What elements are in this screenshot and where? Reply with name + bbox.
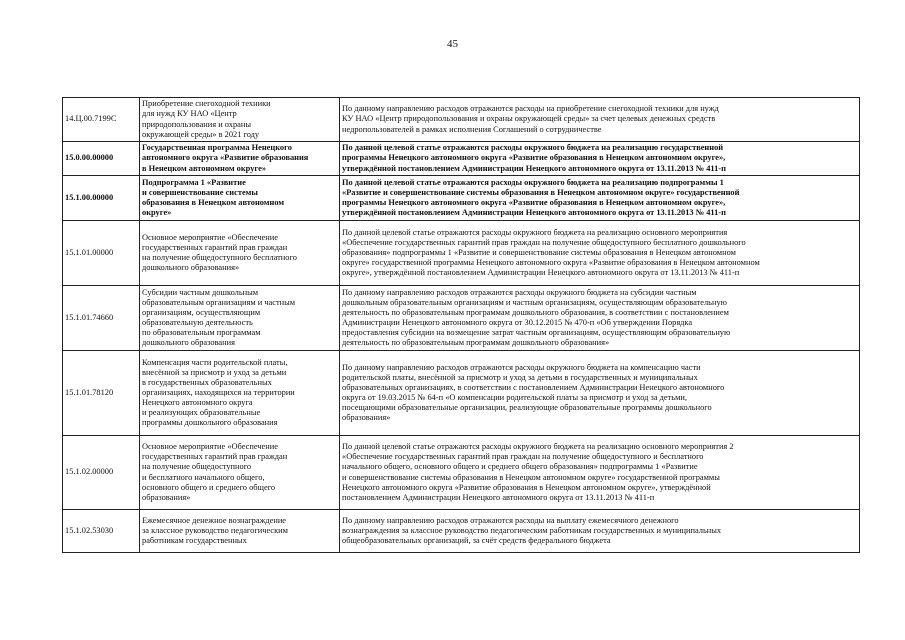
target-article-name xyxy=(140,221,340,286)
target-article-code: 15.1.01.78120 xyxy=(63,351,140,436)
description-line: По данной целевой статье отражаются расходы окружного бюджета на реализацию государственной xyxy=(342,143,724,153)
description-line: Ненецкого автономного округа «Развитие образования в Ненецком автономном округе», утверждённой xyxy=(342,482,711,492)
description-line: предоставления субсидии на возмещение затрат частным организациям, осуществляющим образовательную xyxy=(342,328,731,338)
description-line: образовательных организациях, в соответствии с постановлением Администрации Ненецкого автономного xyxy=(342,382,725,392)
name-line: государственных гарантий прав граждан xyxy=(142,242,288,252)
target-article-description xyxy=(340,286,860,351)
name-line: образовательным организациям и частным xyxy=(142,297,296,307)
description-line: округа от 19.03.2015 № 64-п «О компенсации родительской платы за присмотр и уход за детьми, xyxy=(342,393,687,402)
name-line: на получение общедоступного бесплатного xyxy=(142,253,297,262)
name-line: в государственных образовательных xyxy=(142,377,272,387)
name-line: и бесплатного начального общего, xyxy=(142,472,265,482)
description-line: По данному направлению расходов отражаются расходы окружного бюджета на субсидии частным xyxy=(342,287,697,297)
description-line: «Развитие и совершенствование системы образования в Ненецком автономном округе» государственной xyxy=(342,187,740,197)
description-line: КУ НАО «Центр природопользования и охраны окружающей среды» за счет целевых денежных средств xyxy=(342,114,716,124)
name-line: образования в Ненецком автономном xyxy=(142,198,285,207)
name-line: по образовательным программам xyxy=(142,328,261,338)
description-line: «Обеспечение государственных гарантий прав граждан на получение общедоступного и бесплатного xyxy=(342,452,704,462)
target-article-code: 15.0.00.00000 xyxy=(63,142,140,176)
name-line: для нужд КУ НАО «Центр xyxy=(142,109,237,119)
target-article-code: 14.Ц.00.7199С xyxy=(63,98,140,142)
description-line: посещающими образовательные организации, реализующие образовательные программы дошкольного xyxy=(342,403,712,413)
name-line: Ненецкого автономного округа xyxy=(142,398,253,408)
target-article-description xyxy=(340,98,860,142)
description-line: По данному направлению расходов отражаются расходы на приобретение снегоходной техники для нужд xyxy=(342,104,719,114)
description-line: постановлением Администрации Ненецкого автономного округа от 13.11.2013 № 411-п xyxy=(342,492,655,502)
description-line: дошкольным образовательным организациям и частным организациям, осуществляющим образовательную xyxy=(342,297,727,307)
table-row xyxy=(63,351,860,436)
table-row xyxy=(63,510,860,553)
table-row xyxy=(63,286,860,351)
description-line: программы Ненецкого автономного округа «Развитие образования в Ненецком автономном округе», xyxy=(342,198,726,207)
name-line: Компенсация части родительской платы, xyxy=(142,357,288,367)
description-line: округе» государственной программы Ненецкого автономного округа «Развитие образования в Ненецком автономном xyxy=(342,258,760,268)
name-line: Государственная программа Ненецкого xyxy=(142,143,292,153)
name-line: за классное руководство педагогическим xyxy=(142,525,288,535)
name-line: автономного округа «Развитие образования xyxy=(142,153,309,163)
name-line: Основное мероприятие «Обеспечение xyxy=(142,232,278,242)
target-article-code: 15.1.01.00000 xyxy=(63,221,140,286)
table-row xyxy=(63,436,860,510)
description-line: По данному направлению расходов отражаются расходы окружного бюджета на компенсацию части xyxy=(342,362,701,372)
name-line: и реализующих образовательные xyxy=(142,408,261,418)
description-line: По данной целевой статье отражаются расходы окружного бюджета на реализацию основного мероприятия 2 xyxy=(342,442,734,452)
target-article-description xyxy=(340,510,860,553)
table-row xyxy=(63,142,860,176)
name-line: в Ненецком автономном округе» xyxy=(142,163,267,173)
name-line: Подпрограмма 1 «Развитие xyxy=(142,177,246,187)
description-line: начального общего, основного общего и среднего общего образования» подпрограммы 1 «Развитие xyxy=(342,462,698,472)
target-article-code: 15.1.01.74660 xyxy=(63,286,140,351)
target-article-description xyxy=(340,221,860,286)
target-article-name xyxy=(140,142,340,176)
target-article-name xyxy=(140,436,340,510)
description-line: образования» подпрограммы 1 «Развитие и совершенствование системы образования в Ненецком автономном xyxy=(342,247,736,257)
description-line: образования» xyxy=(342,413,391,423)
name-line: образования» xyxy=(142,492,191,502)
name-line: основного общего и среднего общего xyxy=(142,482,276,492)
page-number: 45 xyxy=(447,38,458,50)
target-article-name xyxy=(140,98,340,142)
target-article-description xyxy=(340,142,860,176)
name-line: округе» xyxy=(142,208,172,218)
description-line: и совершенствование системы образования в Ненецком автономном округе» государственной программы xyxy=(342,472,720,482)
name-line: работникам государственных xyxy=(142,536,247,546)
description-line: родительской платы, внесённой за присмотр и уход за детьми в государственных и муниципальных xyxy=(342,372,698,382)
name-line: образовательную деятельность xyxy=(142,318,253,327)
name-line: Субсидии частным дошкольным xyxy=(142,287,259,297)
description-line: утверждённой постановлением Администрации Ненецкого автономного округа от 13.11.2013 № 411-п xyxy=(342,208,726,218)
name-line: дошкольного образования xyxy=(142,338,235,348)
table-body xyxy=(63,98,860,553)
description-line: программы Ненецкого автономного округа «Развитие образования в Ненецком автономном округе», xyxy=(342,153,726,163)
description-line: деятельность по образовательным программам дошкольного образования» xyxy=(342,338,610,348)
target-article-code: 15.1.02.00000 xyxy=(63,436,140,510)
name-line: Основное мероприятие «Обеспечение xyxy=(142,442,278,452)
description-line: утверждённой постановлением Администрации Ненецкого автономного округа от 13.11.2013 № 411-п xyxy=(342,163,726,173)
name-line: окружающей среды» в 2021 году xyxy=(142,129,260,139)
name-line: программы дошкольного образования xyxy=(142,418,278,428)
name-line: организациях, находящихся на территории xyxy=(142,387,295,397)
target-article-name xyxy=(140,351,340,436)
name-line: Ежемесячное денежное вознаграждение xyxy=(142,515,287,525)
target-article-description xyxy=(340,436,860,510)
name-line: организациям, осуществляющим xyxy=(142,307,261,317)
description-line: недропользователей в рамках исполнения Соглашений о сотрудничестве xyxy=(342,124,602,134)
target-article-code: 15.1.00.00000 xyxy=(63,176,140,221)
description-line: общеобразовательных организаций, за счёт средств федерального бюджета xyxy=(342,536,611,546)
target-article-name xyxy=(140,510,340,553)
name-line: на получение общедоступного xyxy=(142,462,252,472)
target-article-name xyxy=(140,176,340,221)
description-line: вознаграждения за классное руководство педагогическим работникам государственных и муниципальных xyxy=(342,525,722,535)
target-article-code: 15.1.02.53030 xyxy=(63,510,140,553)
name-line: государственных гарантий прав граждан xyxy=(142,452,288,462)
name-line: природопользования и охраны xyxy=(142,119,251,129)
name-line: внесённой за присмотр и уход за детьми xyxy=(142,367,287,377)
target-article-description xyxy=(340,176,860,221)
description-line: По данному направлению расходов отражаются расходы на выплату ежемесячного денежного xyxy=(342,515,679,525)
table-row xyxy=(63,221,860,286)
target-article-name xyxy=(140,286,340,351)
name-line: Приобретение снегоходной техники xyxy=(142,99,271,109)
name-line: и совершенствование системы xyxy=(142,187,258,197)
description-line: округе», утверждённой постановлением Администрации Ненецкого автономного округа от 13.11.2013 № 411-п xyxy=(342,268,740,278)
description-line: деятельность по образовательным программам дошкольного образования, в соответствии с постановлением xyxy=(342,307,729,317)
budget-classification-table xyxy=(62,97,860,553)
name-line: дошкольного образования» xyxy=(142,263,240,273)
table-row xyxy=(63,176,860,221)
table-row xyxy=(63,98,860,142)
target-article-description xyxy=(340,351,860,436)
description-line: По данной целевой статье отражаются расходы окружного бюджета на реализацию подпрограммы 1 xyxy=(342,177,724,187)
description-line: «Обеспечение государственных гарантий прав граждан на получение общедоступного бесплатного дошкольного xyxy=(342,237,746,247)
description-line: По данной целевой статье отражаются расходы окружного бюджета на реализацию основного мероприятия xyxy=(342,227,728,237)
description-line: Администрации Ненецкого автономного округа от 30.12.2015 № 470-п «Об утверждении Порядка xyxy=(342,318,693,327)
